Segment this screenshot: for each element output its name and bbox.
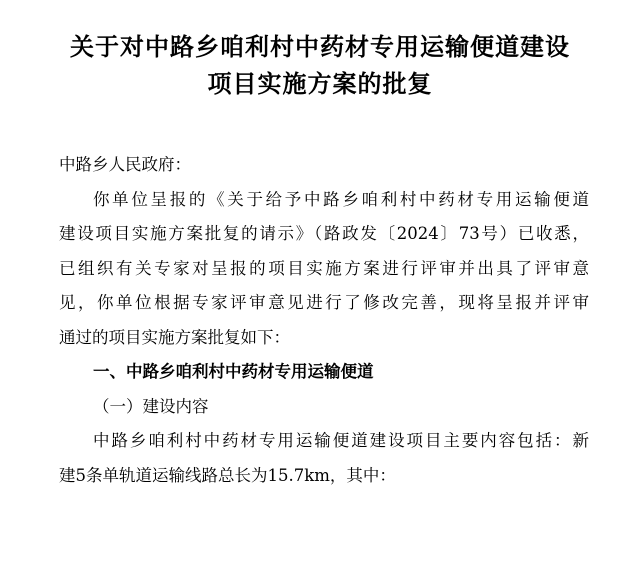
section-heading-2: （一）建设内容 <box>93 396 209 416</box>
document-title <box>0 28 640 102</box>
paragraph-1-line-5: 通过的项目实施方案批复如下： <box>59 327 290 347</box>
paragraph-1-line-2: 建设项目实施方案批复的请示》（路政发〔2024〕73号）已收悉， <box>59 224 589 243</box>
title-line-1: 关于对中路乡咱利村中药材专用运输便道建设 <box>70 32 570 61</box>
paragraph-2-line-2: 建5条单轨道运输线路总长为15.7km，其中： <box>59 465 396 485</box>
paragraph-1-line-1: 你单位呈报的《关于给予中路乡咱利村中药材专用运输便道 <box>93 189 589 209</box>
section-heading-1: 一、中路乡咱利村中药材专用运输便道 <box>93 362 374 381</box>
salutation: 中路乡人民政府： <box>59 155 191 174</box>
paragraph-1-line-4: 见，你单位根据专家评审意见进行了修改完善，现将呈报并评审 <box>59 293 589 312</box>
document-body <box>59 148 589 493</box>
paragraph-1-line-3: 已组织有关专家对呈报的项目实施方案进行评审并出具了评审意 <box>59 258 589 278</box>
title-line-2: 项目实施方案的批复 <box>207 69 433 98</box>
paragraph-2-line-1: 中路乡咱利村中药材专用运输便道建设项目主要内容包括：新 <box>93 431 589 450</box>
